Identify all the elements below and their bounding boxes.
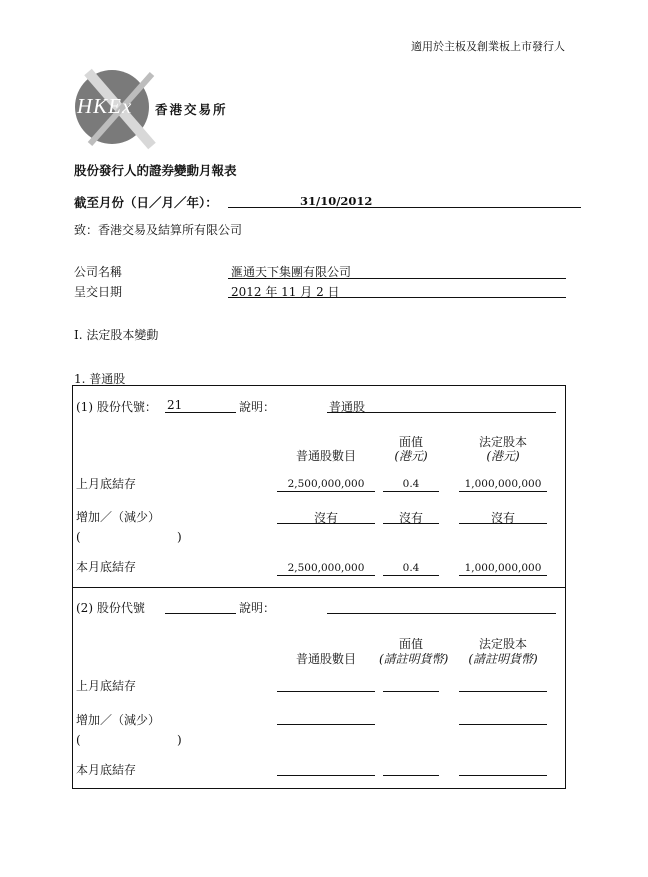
block2-paren-close: ): [177, 733, 182, 747]
block1-chg-par: 沒有: [398, 511, 423, 525]
share-block-2: [72, 587, 566, 789]
period-value: 31/10/2012: [300, 194, 373, 208]
block1-prev-auth: 1,000,000,000: [464, 478, 542, 490]
block1-prev-par: 0.4: [402, 478, 420, 490]
block2-row-prev-label: 上月底結存: [76, 679, 137, 693]
underline: [459, 523, 547, 524]
exchange-name: 香港交易所: [155, 102, 228, 117]
block1-end-par: 0.4: [402, 562, 420, 574]
underline: [459, 491, 547, 492]
block2-col-auth: 法定股本: [478, 637, 527, 651]
subsection-title: 1. 普通股: [74, 372, 126, 386]
period-label: 截至月份（日／月／年）：: [74, 195, 218, 210]
block1-chg-shares: 沒有: [313, 511, 338, 525]
block2-row-end-label: 本月底結存: [76, 763, 137, 777]
block2-col-par: 面值: [398, 637, 423, 651]
block1-prev-shares: 2,500,000,000: [287, 478, 365, 490]
block2-prev-par-field[interactable]: [383, 691, 439, 692]
block2-desc-label: 說明：: [239, 601, 276, 615]
underline: [277, 523, 375, 524]
block2-code-label: (2) 股份代號: [76, 601, 145, 615]
block2-chg-shares-field[interactable]: [277, 724, 375, 725]
block1-col-par-unit: (港元): [394, 449, 428, 463]
block1-col-auth: 法定股本: [478, 435, 527, 449]
underline: [277, 575, 375, 576]
block2-end-auth-field[interactable]: [459, 775, 547, 776]
underline: [459, 575, 547, 576]
block2-row-change-label: 增加／（減少）: [76, 713, 161, 727]
block1-desc-underline: [327, 412, 556, 413]
block2-prev-shares-field[interactable]: [277, 691, 375, 692]
block1-row-end-label: 本月底結存: [76, 560, 137, 574]
company-name-label: 公司名稱: [74, 265, 123, 279]
block2-prev-auth-field[interactable]: [459, 691, 547, 692]
block1-row-prev-label: 上月底結存: [76, 477, 137, 491]
block1-code-label: (1) 股份代號：: [76, 400, 157, 414]
block2-desc-field[interactable]: [327, 613, 556, 614]
logo-text: HKEx: [77, 94, 133, 118]
block2-code-field[interactable]: [165, 613, 236, 614]
block2-chg-auth-field[interactable]: [459, 724, 547, 725]
block2-end-shares-field[interactable]: [277, 775, 375, 776]
share-block-1: [72, 385, 566, 588]
block1-desc-label: 說明：: [239, 400, 276, 414]
block1-desc-value: 普通股: [329, 400, 366, 414]
block2-paren-open: (: [76, 733, 81, 747]
submit-date-underline: [228, 297, 566, 298]
underline: [383, 575, 439, 576]
block1-row-change-label: 增加／（減少）: [76, 510, 161, 524]
underline: [277, 491, 375, 492]
page-title: 股份發行人的證券變動月報表: [74, 163, 237, 178]
company-name-underline: [228, 278, 566, 279]
block1-code-value: 21: [167, 398, 183, 412]
block1-paren-close: ): [177, 530, 182, 544]
submit-date-value: 2012 年 11 月 2 日: [231, 285, 340, 299]
underline: [383, 523, 439, 524]
block2-col-par-unit: (請註明貨幣): [379, 652, 449, 666]
block1-paren-open: (: [76, 530, 81, 544]
block1-col-par: 面值: [398, 435, 423, 449]
block1-col-shares: 普通股數目: [295, 449, 356, 463]
period-underline: [228, 207, 581, 208]
block1-end-auth: 1,000,000,000: [464, 562, 542, 574]
section-title: I. 法定股本變動: [74, 328, 159, 342]
company-name-value: 滙通天下集團有限公司: [231, 265, 352, 279]
top-note: 適用於主板及創業板上市發行人: [411, 40, 565, 53]
underline: [383, 491, 439, 492]
block1-chg-auth: 沒有: [490, 511, 515, 525]
block2-col-shares: 普通股數目: [295, 652, 356, 666]
block2-col-auth-unit: (請註明貨幣): [468, 652, 538, 666]
block1-code-underline: [165, 412, 236, 413]
submit-date-label: 呈交日期: [74, 285, 123, 299]
block2-end-par-field[interactable]: [383, 775, 439, 776]
to-line: 致：香港交易及結算所有限公司: [74, 223, 243, 237]
block1-col-auth-unit: (港元): [486, 449, 520, 463]
block1-end-shares: 2,500,000,000: [287, 562, 365, 574]
